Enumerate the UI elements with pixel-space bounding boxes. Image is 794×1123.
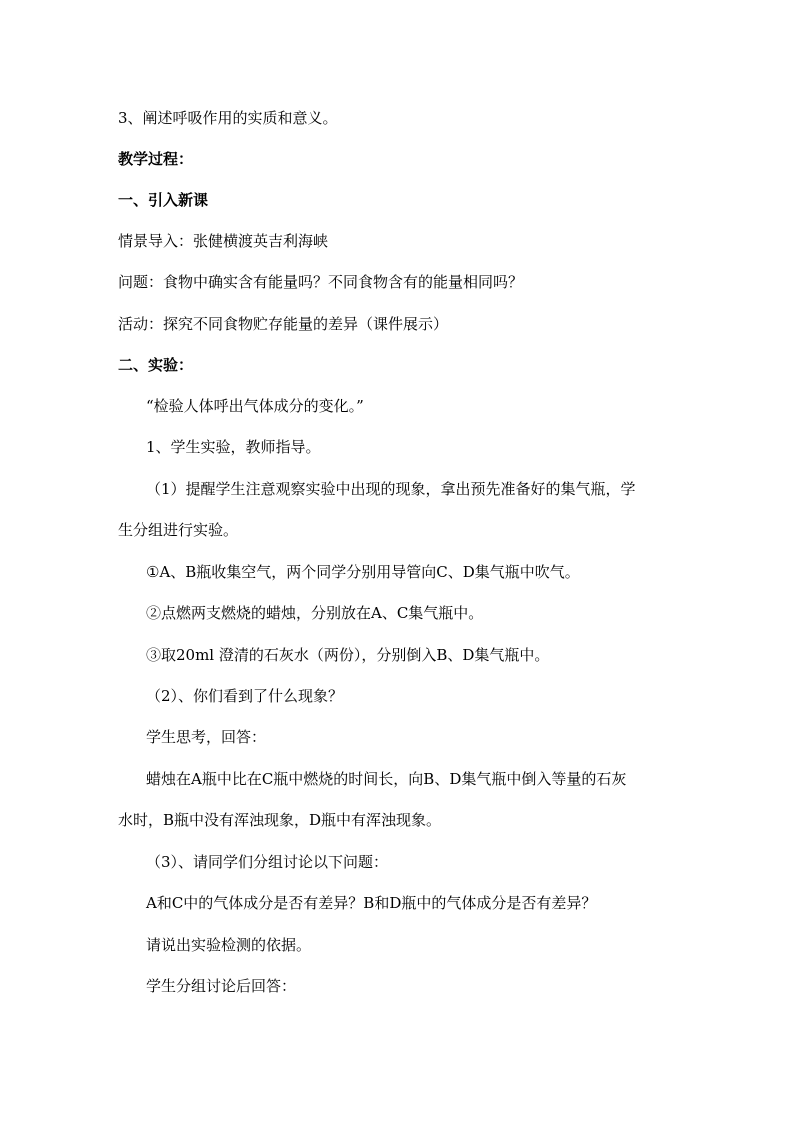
paragraph-question: 问题：食物中确实含有能量吗？不同食物含有的能量相同吗？	[118, 273, 524, 291]
experiment-title: “检验人体呼出气体成分的变化。”	[146, 397, 364, 415]
step-1-2: （2）、你们看到了什么现象？	[146, 687, 344, 705]
substep-b: ②点燃两支燃烧的蜡烛，分别放在A、C集气瓶中。	[146, 604, 484, 622]
heading-section-1: 一、引入新课	[118, 191, 209, 209]
step-1-1-line1: （1）提醒学生注意观察实验中出现的现象，拿出预先准备好的集气瓶，学	[146, 480, 636, 498]
paragraph-activity: 活动：探究不同食物贮存能量的差异（课件展示）	[118, 315, 449, 333]
step-1-1-line2: 生分组进行实验。	[118, 521, 239, 539]
substep-a: ①A、B瓶收集空气，两个同学分别用导管向C、D集气瓶中吹气。	[146, 563, 580, 581]
paragraph-scenario: 情景导入：张健横渡英吉利海峡	[118, 232, 329, 250]
group-answer-intro: 学生分组讨论后回答：	[146, 977, 297, 995]
objective-3: 3、阐述呼吸作用的实质和意义。	[118, 109, 338, 127]
step-1-3: （3）、请同学们分组讨论以下问题：	[146, 853, 389, 871]
heading-section-2: 二、实验：	[118, 356, 194, 374]
evidence-prompt: 请说出实验检测的依据。	[146, 936, 312, 954]
observation-line2: 水时，B瓶中没有浑浊现象，D瓶中有浑浊现象。	[118, 811, 442, 829]
discussion-question: A和C中的气体成分是否有差异？B和D瓶中的气体成分是否有差异？	[146, 894, 597, 912]
heading-teaching-process: 教学过程：	[118, 150, 194, 168]
substep-c: ③取20ml 澄清的石灰水（两份），分别倒入B、D集气瓶中。	[146, 646, 550, 664]
observation-line1: 蜡烛在A瓶中比在C瓶中燃烧的时间长，向B、D集气瓶中倒入等量的石灰	[146, 770, 627, 788]
step-1: 1、学生实验，教师指导。	[146, 438, 321, 456]
student-answer-intro: 学生思考，回答：	[146, 728, 267, 746]
